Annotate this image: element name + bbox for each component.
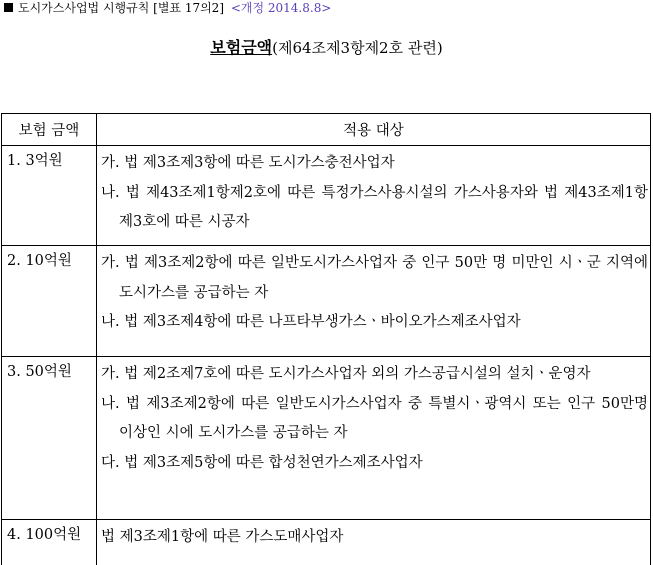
table-header-row	[2, 114, 651, 146]
column-header-amount: 보험 금액	[2, 114, 97, 146]
list-item: 나. 법 제3조제2항에 따른 일반도시가스사업자 중 특별시ㆍ광역시 또는 인구 50만명 이상인 시에 도시가스를 공급하는 자	[101, 390, 648, 449]
amendment-date: <개정 2014.8.8>	[231, 1, 332, 15]
page-title	[0, 35, 653, 58]
target-cell	[97, 520, 651, 565]
amount-cell: 1. 3억원	[2, 146, 97, 246]
amount-cell: 3. 50억원	[2, 357, 97, 520]
list-item: 법 제3조제1항에 따른 가스도매사업자	[101, 523, 648, 553]
list-item: 가. 법 제2조제7호에 따른 도시가스사업자 외의 가스공급시설의 설치ㆍ운영자	[101, 360, 648, 390]
document-header	[4, 0, 331, 16]
target-cell	[97, 357, 651, 520]
table-row	[2, 146, 651, 246]
amount-cell: 4. 100억원	[2, 520, 97, 565]
insurance-amount-table	[1, 113, 651, 565]
title-subtitle: (제64조제3항제2호 관련)	[272, 39, 443, 57]
list-item: 나. 법 제43조제1항제2호에 따른 특정가스사용시설의 가스사용자와 법 제43조제1항제3호에 따른 시공자	[101, 179, 648, 238]
list-item: 다. 법 제3조제5항에 따른 합성천연가스제조사업자	[101, 449, 648, 479]
list-item: 나. 법 제3조제4항에 따른 나프타부생가스ㆍ바이오가스제조사업자	[101, 308, 648, 338]
target-cell	[97, 146, 651, 246]
target-cell	[97, 246, 651, 357]
amount-cell: 2. 10억원	[2, 246, 97, 357]
law-reference: 도시가스사업법 시행규칙 [별표 17의2]	[18, 1, 224, 15]
table-row	[2, 246, 651, 357]
title-main: 보험금액	[210, 38, 272, 57]
list-item: 가. 법 제3조제2항에 따른 일반도시가스사업자 중 인구 50만 명 미만인 시ㆍ군 지역에 도시가스를 공급하는 자	[101, 249, 648, 308]
table-row	[2, 357, 651, 520]
square-bullet-icon	[4, 3, 13, 12]
list-item: 가. 법 제3조제3항에 따른 도시가스충전사업자	[101, 149, 648, 179]
table-row	[2, 520, 651, 565]
column-header-target: 적용 대상	[97, 114, 651, 146]
